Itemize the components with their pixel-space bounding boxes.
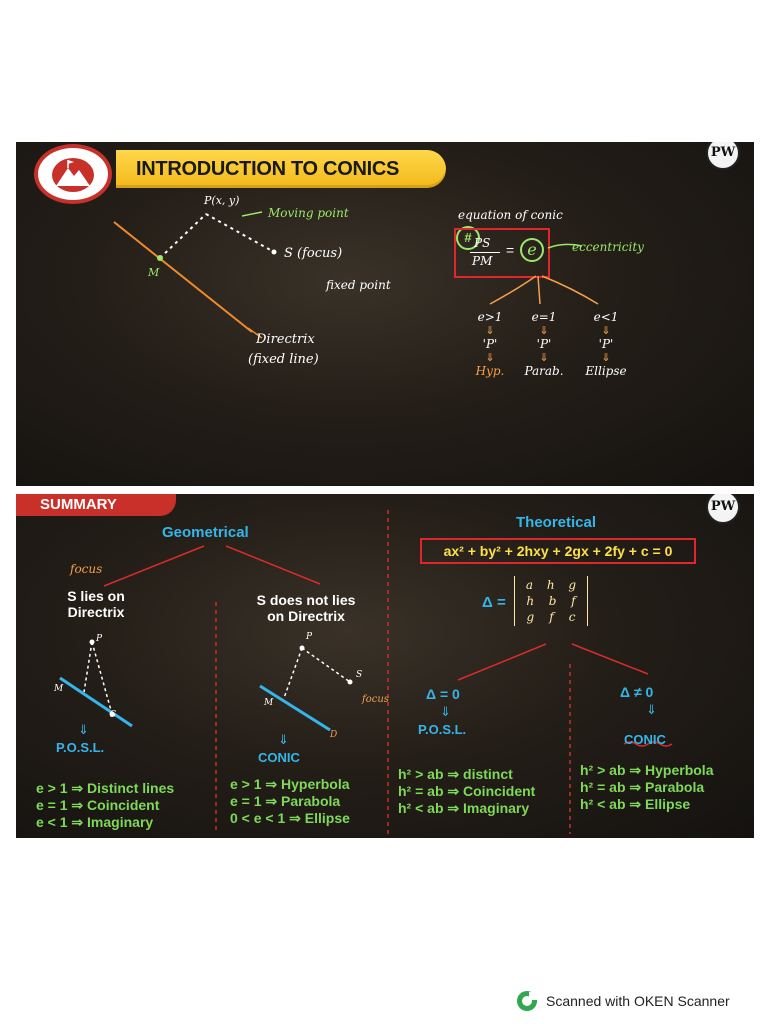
hash-marker: # bbox=[456, 226, 480, 250]
condition-line: h² > ab ⇒ distinct bbox=[398, 766, 513, 782]
determinant-matrix: a h g h b f g f c bbox=[514, 576, 588, 626]
m-label: M bbox=[148, 266, 160, 279]
condition-line: e > 1 ⇒ Distinct lines bbox=[36, 780, 175, 796]
case-p: 'P' bbox=[536, 337, 552, 351]
case-p: 'P' bbox=[482, 337, 498, 351]
middle-conditions bbox=[230, 776, 350, 827]
equation-heading: equation of conic bbox=[458, 208, 563, 222]
case-branches bbox=[476, 274, 616, 314]
middle-result: CONIC bbox=[258, 750, 300, 765]
theoretical-heading: Theoretical bbox=[516, 514, 597, 531]
pw-logo: PW bbox=[706, 142, 740, 170]
condition-line: e > 1 ⇒ Hyperbola bbox=[230, 776, 350, 792]
left-conditions bbox=[36, 780, 174, 831]
implies-arrow: ⇓ bbox=[646, 702, 657, 717]
summary-slide bbox=[16, 494, 754, 838]
case-parabola bbox=[522, 310, 566, 378]
case-condition: e<1 bbox=[593, 310, 619, 324]
summary-label: SUMMARY bbox=[40, 496, 117, 513]
condition-line: 0 < e < 1 ⇒ Ellipse bbox=[230, 810, 350, 826]
middle-heading: S does not lies on Directrix bbox=[256, 592, 356, 624]
directrix-line bbox=[114, 222, 252, 332]
implies-arrow: ⇓ bbox=[485, 352, 495, 364]
nonzero-conditions bbox=[580, 762, 713, 813]
case-ellipse bbox=[578, 310, 634, 378]
condition-line: e = 1 ⇒ Coincident bbox=[36, 797, 160, 813]
pm-segment bbox=[160, 214, 206, 258]
pw-logo: PW bbox=[706, 494, 740, 524]
case-p: 'P' bbox=[598, 337, 614, 351]
implies-arrow: ⇓ bbox=[485, 325, 495, 337]
ps-segment bbox=[206, 214, 274, 252]
slide-title: INTRODUCTION TO CONICS bbox=[136, 158, 400, 180]
nonzero-result: CONIC bbox=[624, 732, 666, 747]
fixed-line-label: (fixed line) bbox=[248, 352, 319, 367]
fraction-denominator: PM bbox=[472, 254, 493, 268]
implies-arrow: ⇓ bbox=[78, 722, 89, 737]
delta-nonzero: Δ ≠ 0 bbox=[620, 684, 654, 700]
left-s-label: S bbox=[110, 710, 117, 720]
condition-line: h² > ab ⇒ Hyperbola bbox=[580, 762, 714, 778]
scanner-logo-icon bbox=[516, 990, 538, 1012]
condition-line: h² = ab ⇒ Parabola bbox=[580, 779, 705, 795]
condition-line: h² = ab ⇒ Coincident bbox=[398, 783, 536, 799]
focus-note: focus bbox=[70, 562, 103, 576]
implies-arrow: ⇓ bbox=[601, 325, 611, 337]
implies-arrow: ⇓ bbox=[539, 325, 549, 337]
focus-point bbox=[272, 250, 277, 255]
case-result: Parab. bbox=[524, 364, 564, 378]
implies-arrow: ⇓ bbox=[601, 352, 611, 364]
equals-sign: = bbox=[506, 242, 515, 258]
point-label: P(x, y) bbox=[204, 194, 240, 207]
left-m-label: M bbox=[54, 684, 64, 694]
scanner-label: Scanned with OKEN Scanner bbox=[546, 993, 730, 1009]
fixed-point-label: fixed point bbox=[326, 278, 391, 292]
implies-arrow: ⇓ bbox=[278, 732, 289, 747]
condition-line: h² < ab ⇒ Imaginary bbox=[398, 800, 530, 816]
implies-arrow: ⇓ bbox=[539, 352, 549, 364]
middle-d-label: D bbox=[330, 730, 338, 740]
scanner-watermark bbox=[516, 990, 730, 1012]
middle-p-label: P bbox=[306, 632, 313, 642]
e-symbol: e bbox=[520, 238, 544, 262]
fraction-numerator: PS bbox=[474, 236, 491, 250]
equation-box bbox=[454, 228, 550, 278]
focus-label: S (focus) bbox=[284, 246, 343, 261]
case-result: Ellipse bbox=[585, 364, 627, 378]
condition-line: h² < ab ⇒ Ellipse bbox=[580, 796, 691, 812]
delta-zero: Δ = 0 bbox=[426, 686, 460, 702]
m-point bbox=[157, 255, 163, 261]
moving-point-label: Moving point bbox=[268, 206, 349, 220]
delta-label: Δ = bbox=[482, 594, 506, 611]
intro-slide bbox=[16, 142, 754, 486]
zero-conditions bbox=[398, 766, 535, 817]
condition-line: e = 1 ⇒ Parabola bbox=[230, 793, 341, 809]
fraction-bar bbox=[470, 252, 500, 253]
condition-line: e < 1 ⇒ Imaginary bbox=[36, 814, 154, 830]
implies-arrow: ⇓ bbox=[440, 704, 451, 719]
left-heading: S lies on Directrix bbox=[67, 588, 125, 620]
directrix-label: Directrix bbox=[256, 332, 315, 347]
middle-focus-note: focus bbox=[362, 694, 389, 705]
moving-point-arrow bbox=[242, 212, 262, 216]
directrix-diagram bbox=[16, 142, 754, 486]
case-hyperbola bbox=[468, 310, 512, 378]
left-p-label: P bbox=[96, 634, 103, 644]
case-condition: e>1 bbox=[477, 310, 503, 324]
left-result: P.O.S.L. bbox=[56, 740, 105, 755]
geometrical-heading: Geometrical bbox=[162, 524, 249, 541]
general-equation: ax² + by² + 2hxy + 2gx + 2fy + c = 0 bbox=[420, 538, 696, 564]
case-condition: e=1 bbox=[531, 310, 557, 324]
middle-s-label: S bbox=[356, 670, 363, 680]
middle-m-label: M bbox=[264, 698, 274, 708]
zero-result: P.O.S.L. bbox=[418, 722, 467, 737]
eccentricity-label: eccentricity bbox=[572, 240, 644, 254]
case-result: Hyp. bbox=[475, 364, 505, 378]
